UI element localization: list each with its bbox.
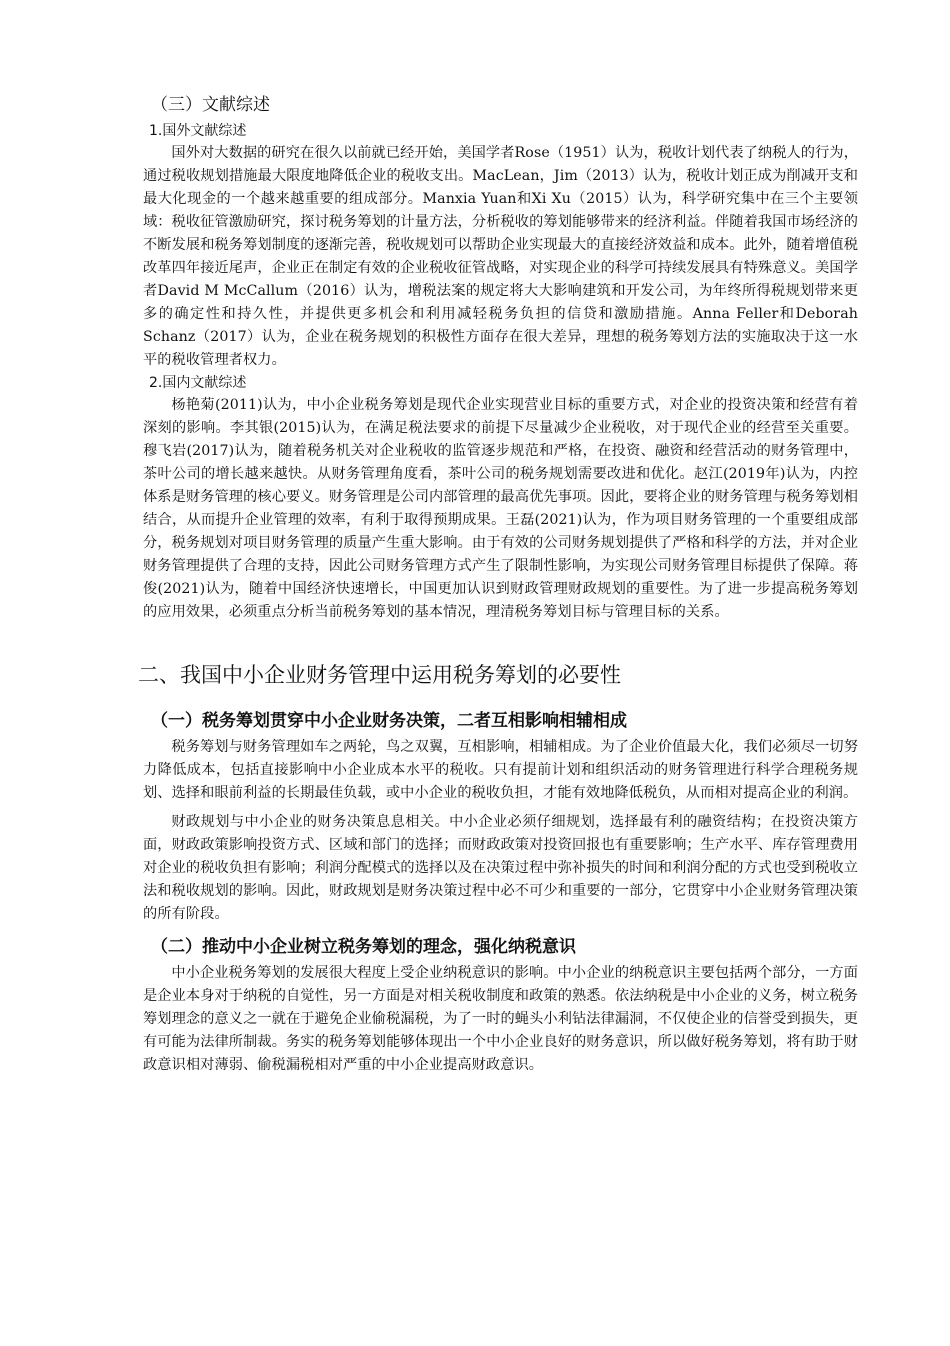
chapter-heading-necessity: 二、我国中小企业财务管理中运用税务筹划的必要性 [138,663,621,687]
page-content [138,92,858,1077]
subheading-domestic-literature: 2.国内文献综述 [149,375,247,391]
paragraph-tax-planning-finance: 税务筹划与财务管理如车之两轮，鸟之双翼，互相影响，相辅相成。为了企业价值最大化，我们必须尽一切努力降低成本，包括直接影响中小企业成本水平的税收。只有提前计划和组织活动的财务管理进行科学合理税务规划、选择和眼前利益的长期最佳负载，或中小企业的税收负担，才能有效地降低税负，从而相对提高企业的利润。 [143,739,858,801]
paragraph-foreign-literature: 国外对大数据的研究在很久以前就已经开始，美国学者Rose（1951）认为，税收计划代表了纳税人的行为，通过税收规划措施最大限度地降低企业的税收支出。MacLean，Jim（2013）认为，税收计划正成为削减开支和最大化现金的一个越来越重要的组成部分。Manxia Yuan和Xi Xu（2015）认为，科学研究集中在三个主要领域：税收征管激励研究，探讨税务筹划的计量方法，分析税收的筹划能够带来的经济利益。伴随着我国市场经济的不断发展和税务筹划制度的逐渐完善，税收规划可以帮助企业实现最大的直接经济效益和成本。此外，随着增值税改革四年接近尾声，企业正在制定有效的企业税收征管战略，对实现企业的科学可持续发展具有特殊意义。美国学者David M McCallum（2016）认为，增税法案的规定将大大影响建筑和开发公司，为年终所得税规划带来更多的确定性和持久性，并提供更多机会和利用减轻税务负担的信贷和激励措施。Anna Feller和Deborah Schanz（2017）认为，企业在税务规划的积极性方面存在很大差异，理想的税务筹划方法的实施取决于这一水平的税收管理者权力。 [143,145,858,368]
subheading-foreign-literature: 1.国外文献综述 [149,123,247,139]
paragraph-domestic-literature: 杨艳菊(2011)认为，中小企业税务筹划是现代企业实现营业目标的重要方式，对企业的投资决策和经营有着深刻的影响。李其银(2015)认为，在满足税法要求的前提下尽量减少企业税收，对于现代企业的经营至关重要。穆飞岩(2017)认为，随着税务机关对企业税收的监管逐步规范和严格，在投资、融资和经营活动的财务管理中，茶叶公司的增长越来越快。从财务管理角度看，茶叶公司的税务规划需要改进和优化。赵江(2019年)认为，内控体系是财务管理的核心要义。财务管理是公司内部管理的最高优先事项。因此，要将企业的财务管理与税务筹划相结合，从而提升企业管理的效率，有利于取得预期成果。王磊(2021)认为，作为项目财务管理的一个重要组成部分，税务规划对项目财务管理的质量产生重大影响。由于有效的公司财务规划提供了严格和科学的方法，并对企业财务管理提供了合理的支持，因此公司财务管理方式产生了限制性影响，为实现公司财务管理目标提供了保障。蒋俊(2021)认为，随着中国经济快速增长，中国更加认识到财政管理财政规划的重要性。为了进一步提高税务筹划的应用效果，必须重点分析当前税务筹划的基本情况，理清税务筹划目标与管理目标的关系。 [143,397,858,620]
section-heading-tax-awareness: （二）推动中小企业树立税务筹划的理念，强化纳税意识 [151,937,576,957]
section-heading-financial-decision: （一）税务筹划贯穿中小企业财务决策，二者互相影响相辅相成 [151,711,627,731]
paragraph-fiscal-planning-decisions: 财政规划与中小企业的财务决策息息相关。中小企业必须仔细规划，选择最有利的融资结构；在投资决策方面，财政政策影响投资方式、区域和部门的选择；而财政政策对投资回报也有重要影响；生产水平、库存管理费用对企业的税收负担有影响；利润分配模式的选择以及在决策过程中弥补损失的时间和利润分配的方式也受到税收立法和税收规划的影响。因此，财政规划是财务决策过程中必不可少和重要的一部分，它贯穿中小企业财务管理决策的所有阶段。 [143,814,858,922]
section-heading-literature-review: （三）文献综述 [151,95,270,115]
paragraph-tax-awareness: 中小企业税务筹划的发展很大程度上受企业纳税意识的影响。中小企业的纳税意识主要包括两个部分，一方面是企业本身对于纳税的自觉性，另一方面是对相关税收制度和政策的熟悉。依法纳税是中小企业的义务，树立税务筹划理念的意义之一就在于避免企业偷税漏税，为了一时的蝇头小利钻法律漏洞，不仅使企业的信誉受到损失，更有可能为法律所制裁。务实的税务筹划能够体现出一个中小企业良好的财务意识，所以做好税务筹划，将有助于财政意识相对薄弱、偷税漏税相对严重的中小企业提高财政意识。 [143,965,858,1073]
